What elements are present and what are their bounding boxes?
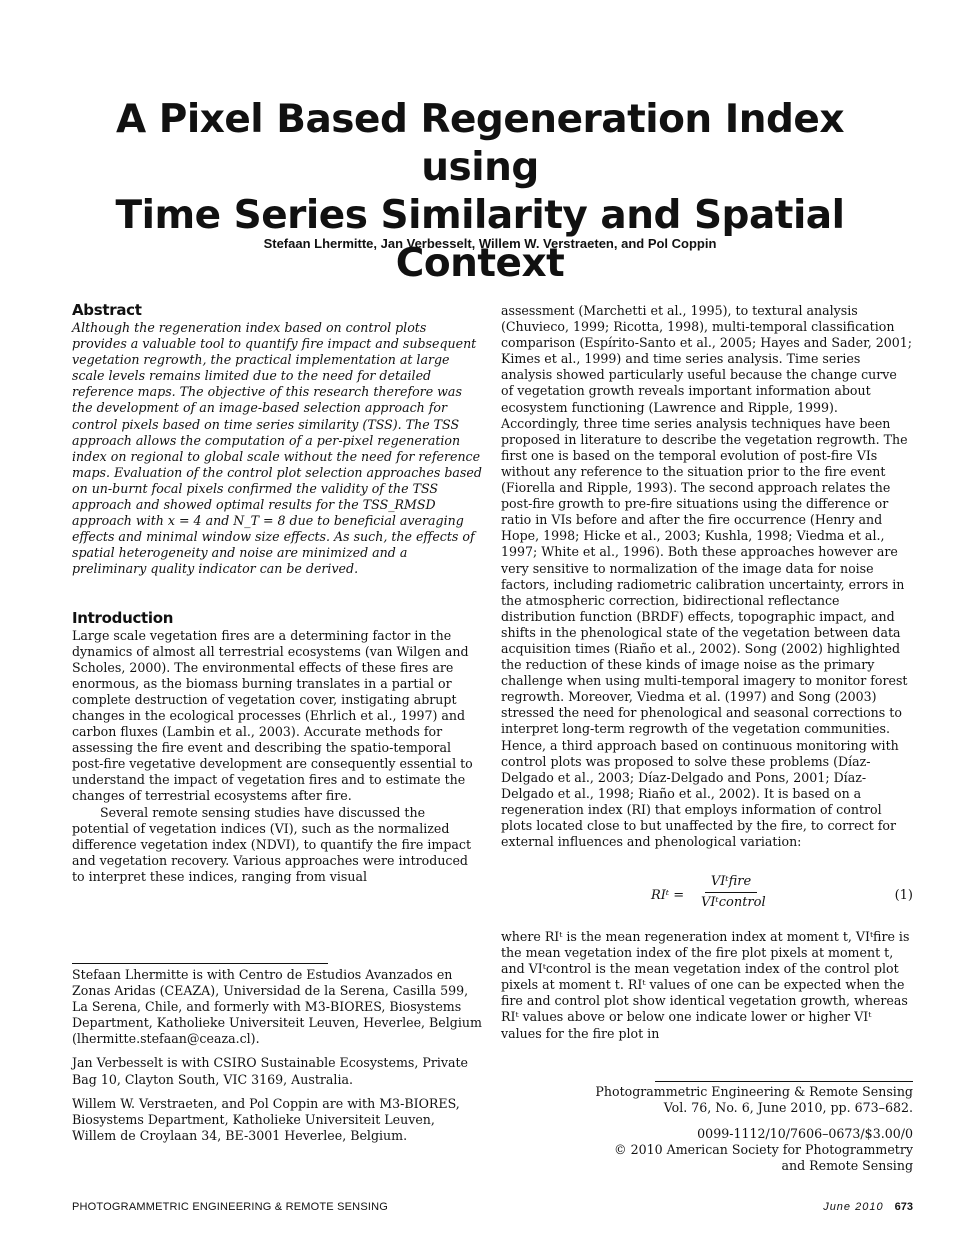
author-list: Stefaan Lhermitte, Jan Verbesselt, Willem W. Verstraeten, and Pol Coppin <box>263 236 717 251</box>
introduction-paragraph-1: Large scale vegetation fires are a determining factor in the dynamics of almost all terrestrial ecosystems (van Wilgen and Scholes, 2000). The environmental effects of these fires are enormous, as the biomass burning translates in a partial or complete destruction of vegetation cover, instigating abrupt changes in the ecological processes (Ehrlich et al., 1997) and carbon fluxes (Lambin et al., 2003). Accurate methods for assessing the fire event and describing the spatio-temporal post-fire vegetative development are consequently essential to understand the impact of vegetation fires and to estimate the changes of terrestrial ecosystems after fire. <box>72 627 473 804</box>
author-affiliations <box>72 967 482 1152</box>
title-line-1: A Pixel Based Regeneration Index using <box>115 97 845 190</box>
equation-number: (1) <box>894 888 913 903</box>
right-column <box>501 303 913 850</box>
volume-info: Vol. 76, No. 6, June 2010, pp. 673–682. <box>663 1100 913 1116</box>
equation-lhs: RIᵗ = <box>651 888 685 903</box>
title-line-2: Time Series Similarity and Spatial Context <box>115 193 845 286</box>
affiliation-lhermitte: Stefaan Lhermitte is with Centro de Estudios Avanzados en Zonas Aridas (CEAZA), Universidad de la Serena, Casilla 599, La Serena, Chile, and formerly with M3-BIORES, Biosystems Department, Katholieke Universiteit Leuven, Heverlee, Belgium (lhermitte.stefaan@ceaza.cl). <box>72 967 482 1047</box>
equation-numerator: VIᵗfire <box>710 874 752 889</box>
publication-info <box>560 1084 913 1174</box>
footer-page-info <box>823 1201 913 1213</box>
introduction-paragraph-2: Several remote sensing studies have discussed the potential of vegetation indices (VI), such as the normalized difference vegetation index (NDVI), to quantify the fire impact and vegetation recovery. Various approaches were introduced to interpret these indices, ranging from visual <box>72 804 472 884</box>
page-number: 673 <box>894 1201 913 1213</box>
right-column-paragraph-2: where RIᵗ is the mean regeneration index at moment t, VIᵗfire is the mean vegetation index of the fire plot pixels at moment t, and VIᵗcontrol is the mean vegetation index of the control plot pixels at moment t. RIᵗ values of one can be expected when the fire and control plot show identical vegetation growth, whereas RIᵗ values above or below one indicate lower or higher VIᵗ values for the fire plot in <box>501 929 910 1041</box>
abstract-heading: Abstract <box>72 301 142 319</box>
copyright-society: and Remote Sensing <box>781 1158 913 1174</box>
equation-denominator: VIᵗcontrol <box>701 895 766 910</box>
footnote-divider <box>72 963 328 964</box>
footer-journal: PHOTOGRAMMETRIC ENGINEERING & REMOTE SENSING <box>72 1201 389 1213</box>
journal-name: Photogrammetric Engineering & Remote Sensing <box>595 1084 913 1099</box>
paper-title <box>60 96 900 288</box>
affiliation-verstraeten-coppin: Willem W. Verstraeten, and Pol Coppin are with M3-BIORES, Biosystems Department, Katholieke Universiteit Leuven, Willem de Croylaan 34, BE-3001 Heverlee, Belgium. <box>72 1095 460 1143</box>
article-code: 0099-1112/10/7606–0673/$3.00/0 <box>697 1126 913 1142</box>
right-column-paragraph-1: assessment (Marchetti et al., 1995), to textural analysis (Chuvieco, 1999; Ricotta, 1998), multi-temporal classification comparison (Espírito-Santo et al., 2005; Hayes and Sader, 2001; Kimes et al., 1999) and time series analysis. Time series analysis showed particularly useful because the change curve of vegetation growth reveals important information about ecosystem functioning (Lawrence and Ripple, 1999). Accordingly, three time series analysis techniques have been proposed in literature to describe the vegetation regrowth. The first one is based on the temporal evolution of post-fire VIs without any reference to the situation prior to the fire event (Fiorella and Ripple, 1993). The second approach relates the post-fire growth to pre-fire situations using the difference or ratio in VIs before and after the fire occurrence (Henry and Hope, 1998; Hicke et al., 2003; Kushla, 1998; Viedma et al., 1997; White et al., 1996). Both these approaches however are very sensitive to normalization of the image data for noise factors, including radiometric calibration uncertainty, errors in the atmospheric correction, bidirectional reflectance distribution function (BRDF) effects, topographic impact, and shifts in the phenological state of the vegetation between data acquisition times (Riaño et al., 2002). Song (2002) highlighted the reduction of these kinds of image noise as the primary challenge when using multi-temporal imagery to monitor forest regrowth. Moreover, Viedma et al. (1997) and Song (2003) stressed the need for phenological and seasonal corrections to interpret long-term regrowth of the vegetation communities. Hence, a third approach based on continuous monitoring with control plots was proposed to solve these problems (Díaz-Delgado et al., 2003; Díaz-Delgado and Pons, 2001; Díaz-Delgado et al., 1998; Riaño et al., 2002). It is based on a regeneration index (RI) that employs information of control plots located close to but unaffected by the fire, to correct for external influences and phenological variation: <box>501 303 913 850</box>
abstract-text: Although the regeneration index based on control plots provides a valuable tool to quantify fire impact and subsequent vegetation regrowth, the practical implementation at large scale levels remains limited due to the need for detailed reference maps. The objective of this research therefore was the development of an image-based selection approach for control pixels based on time series similarity (TSS). The TSS approach allows the computation of a per-pixel regeneration index on regional to global scale without the need for reference maps. Evaluation of the control plot selection approaches based on un-burnt focal pixels confirmed the validity of the TSS approach and showed optimal results for the TSS_RMSD approach with x = 4 and N_T = 8 due to beneficial averaging effects and minimal window size effects. As such, the effects of spatial heterogeneity and noise are minimized and a preliminary quality indicator can be derived. <box>72 320 482 577</box>
affiliation-verbesselt: Jan Verbesselt is with CSIRO Sustainable Ecosystems, Private Bag 10, Clayton South, VIC 3169, Australia. <box>72 1055 469 1087</box>
footer-date: June 2010 <box>823 1201 884 1213</box>
equation-1 <box>501 866 913 924</box>
copyright-line: © 2010 American Society for Photogrammetry <box>614 1142 913 1158</box>
introduction-heading: Introduction <box>72 608 174 627</box>
equation-fraction <box>701 872 766 913</box>
right-column-continued <box>501 929 913 1042</box>
left-column <box>72 300 482 885</box>
publication-divider <box>655 1081 913 1082</box>
